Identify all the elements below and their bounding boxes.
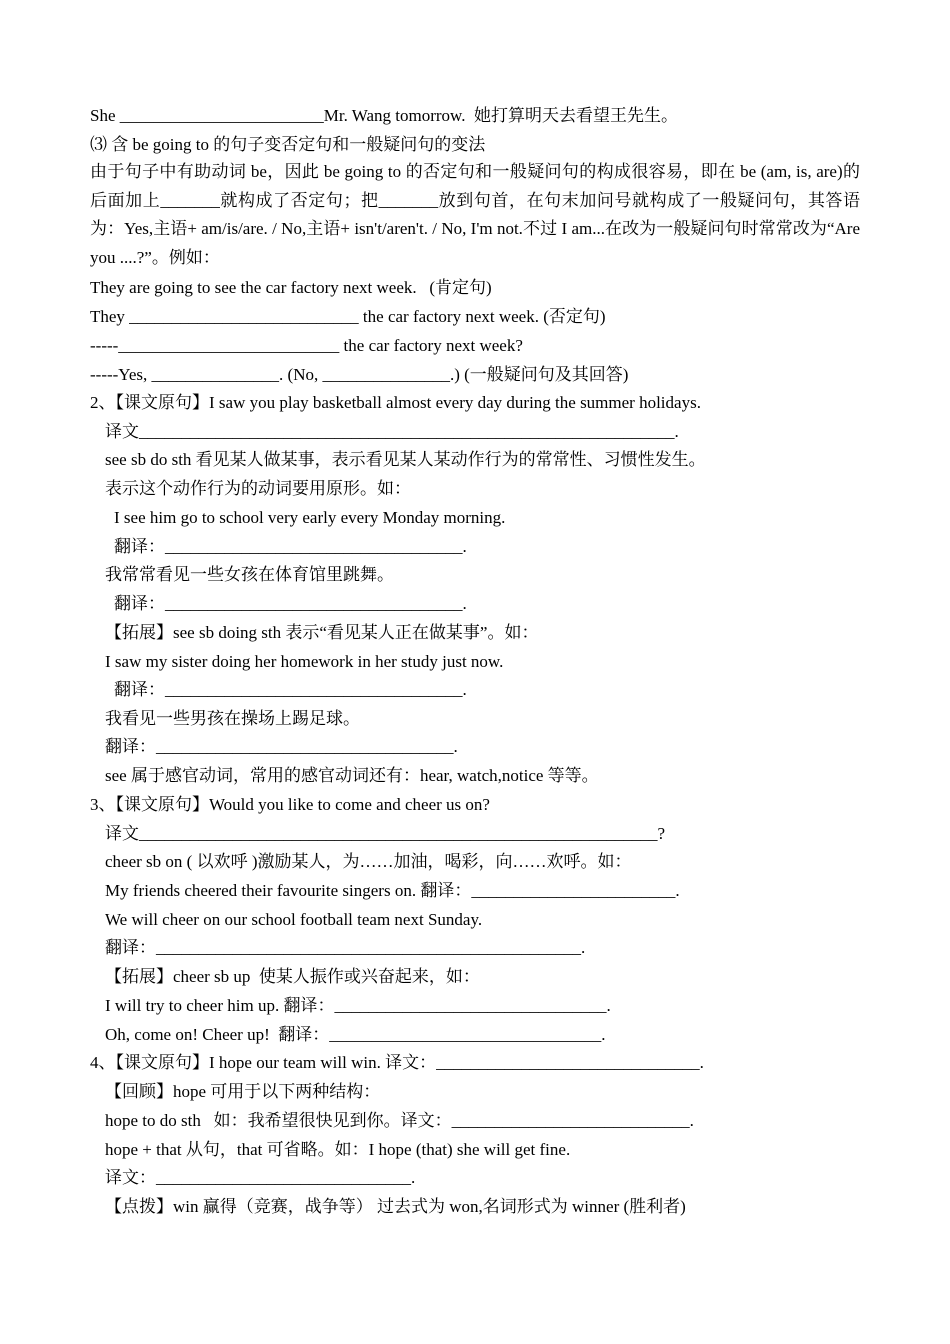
- example-come-on: Oh, come on! Cheer up! 翻译：________________________________.: [105, 1025, 606, 1044]
- extension-cheer-up: 【拓展】cheer sb up 使某人振作或兴奋起来，如：: [105, 967, 480, 986]
- item-4-heading: 4、【课文原句】I hope our team will win. 译文：_______________________________.: [90, 1053, 704, 1072]
- example-go-to-school: I see him go to school very early every Monday morning.: [114, 508, 506, 527]
- example-cheer-him-up: I will try to cheer him up. 翻译：________________________________.: [105, 996, 611, 1015]
- item-2-heading: 2、【课文原句】I saw you play basketball almost every day during the summer holidays.: [90, 393, 701, 412]
- example-cheered-singers: My friends cheered their favourite singers on. 翻译：________________________.: [105, 881, 680, 900]
- translation-blank-5: 翻译：__________________________________________________.: [105, 938, 586, 957]
- sentence-she-plans: She ________________________Mr. Wang tomorrow. 她打算明天去看望王先生。: [90, 106, 678, 125]
- example-negative: They ___________________________ the car factory next week. (否定句): [90, 307, 606, 326]
- hope-that-clause: hope + that 从句，that 可省略。如：I hope (that) she will get fine.: [105, 1140, 571, 1159]
- translation-blank-3: 翻译：___________________________________.: [114, 680, 467, 699]
- sense-verbs-note: see 属于感官动词，常用的感官动词还有：hear, watch,notice 等等。: [105, 766, 599, 785]
- extension-see-doing: 【拓展】see sb doing sth 表示“看见某人正在做某事”。如：: [105, 623, 539, 642]
- section-3-heading: ⑶ 含 be going to 的句子变否定句和一般疑问句的变法: [90, 135, 486, 154]
- item-2-translation: 译文_______________________________________________________________.: [105, 422, 679, 441]
- review-hope: 【回顾】hope 可用于以下两种结构：: [105, 1082, 381, 1101]
- cheer-sb-on-rule: cheer sb on ( 以欢呼 )激励某人，为……加油，喝彩，向……欢呼。如：: [105, 852, 632, 871]
- example-girls-dancing: 我常常看见一些女孩在体育馆里跳舞。: [105, 565, 394, 584]
- example-sister-homework: I saw my sister doing her homework in her study just now.: [105, 652, 504, 671]
- example-boys-football: 我看见一些男孩在操场上踢足球。: [105, 709, 360, 728]
- explanation-paragraph: 由于句子中有助动词 be，因此 be going to 的否定句和一般疑问句的构成很容易，即在 be (am, is, are)的后面加上_______就构成了否定句；把_______放到句首，在句末加问号就构成了一般疑问句，其答语为：Yes,主语+ am/is/are. / No,主语+ isn't/aren't. / No, I'm not.不过 I am...在改为一般疑问句时常常改为“Are you ....?”。例如：: [90, 162, 860, 268]
- hope-to-do-sth: hope to do sth 如：我希望很快见到你。译文：____________________________.: [105, 1111, 694, 1130]
- translation-blank-6: 译文：______________________________.: [105, 1168, 416, 1187]
- see-sb-do-sth-note: 表示这个动作行为的动词要用原形。如：: [105, 479, 411, 498]
- tip-win: 【点拨】win 赢得（竞赛，战争等） 过去式为 won,名词形式为 winner (胜利者): [105, 1197, 686, 1216]
- item-3-translation: 译文_____________________________________________________________?: [105, 824, 666, 843]
- see-sb-do-sth-rule: see sb do sth 看见某人做某事，表示看见某人某动作行为的常常性、习惯性发生。: [105, 450, 706, 469]
- translation-blank-4: 翻译：___________________________________.: [105, 737, 458, 756]
- example-cheer-team: We will cheer on our school football team next Sunday.: [105, 910, 483, 929]
- translation-blank-1: 翻译：___________________________________.: [114, 537, 467, 556]
- item-3-heading: 3、【课文原句】Would you like to come and cheer us on?: [90, 795, 490, 814]
- example-affirmative: They are going to see the car factory next week. (肯定句): [90, 278, 492, 297]
- example-answer: -----Yes, _______________. (No, _______________.) (一般疑问句及其回答): [90, 365, 629, 384]
- example-question: -----__________________________ the car factory next week?: [90, 336, 523, 355]
- translation-blank-2: 翻译：___________________________________.: [114, 594, 467, 613]
